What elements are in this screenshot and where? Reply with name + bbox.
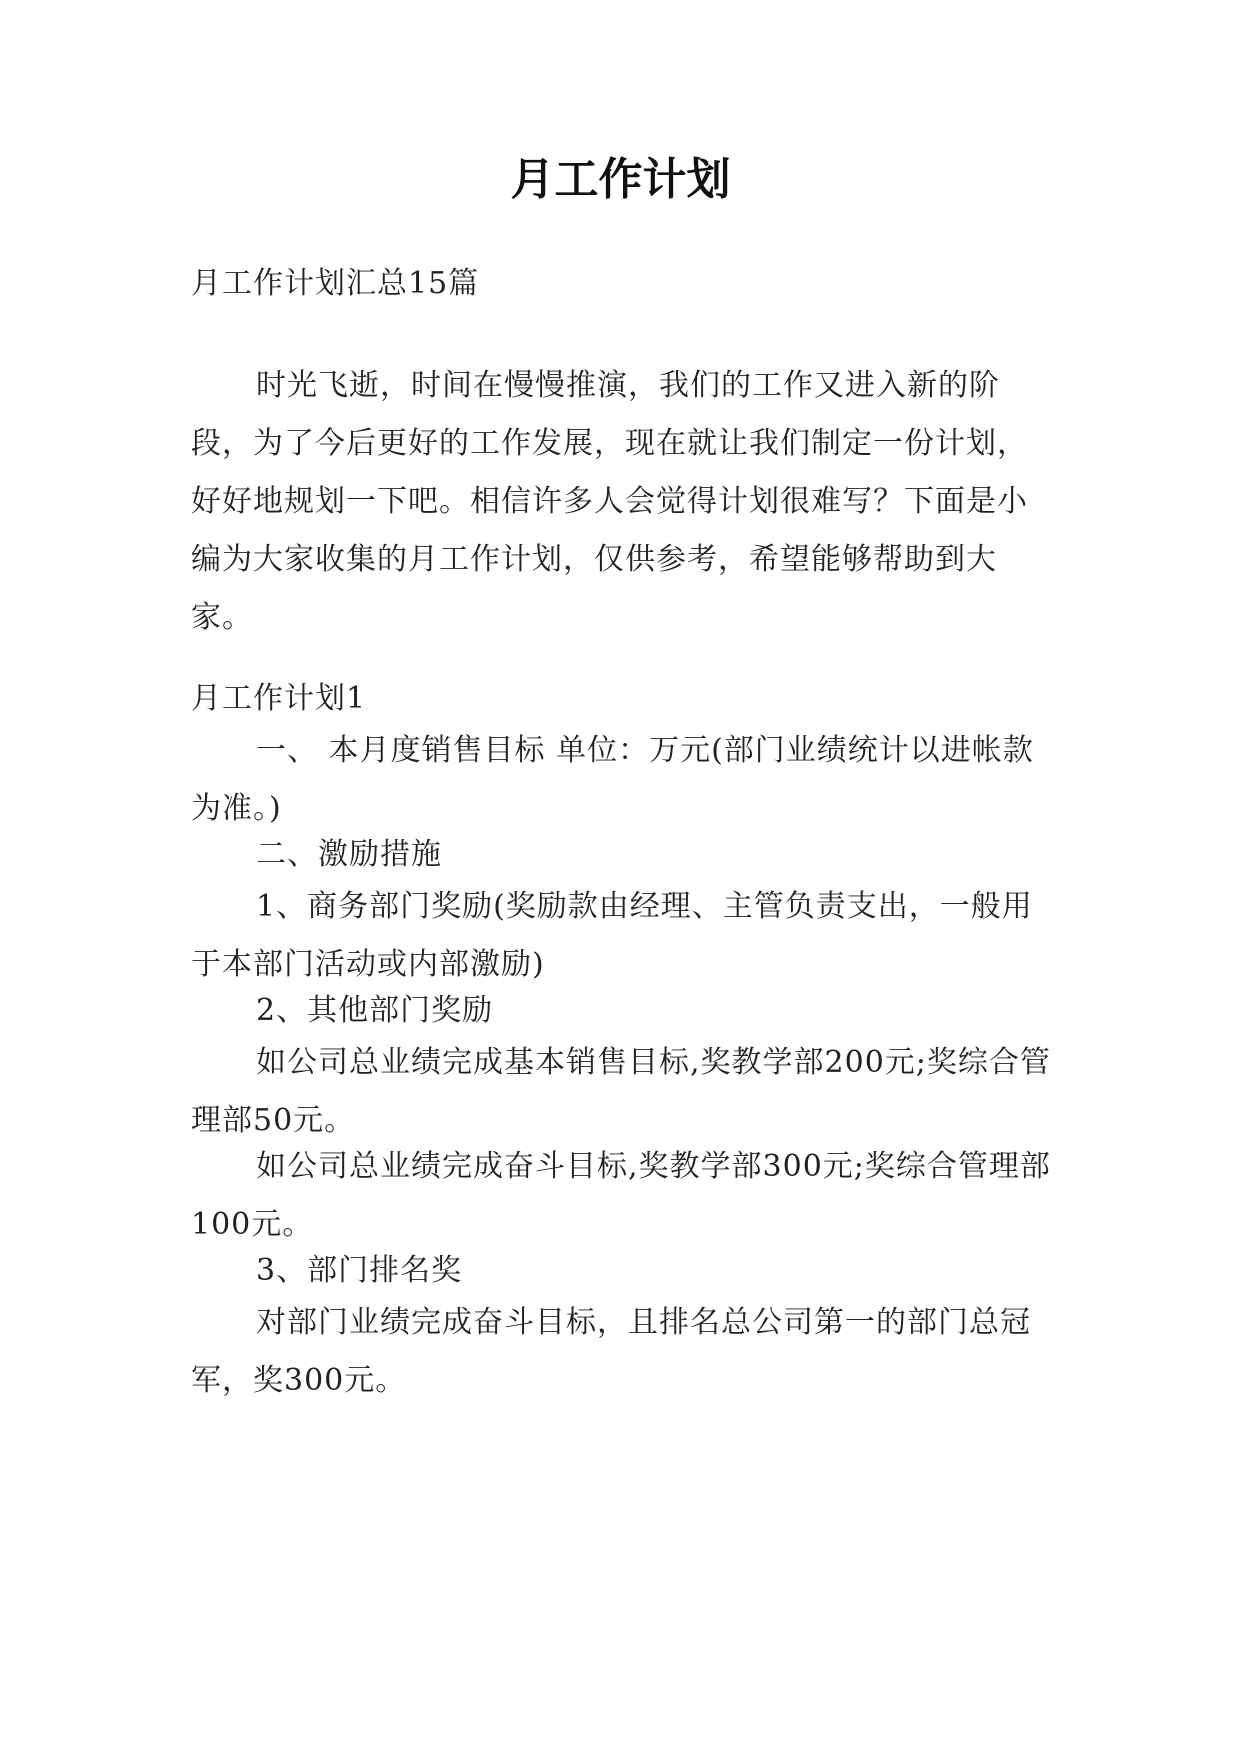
paragraph-ranking-heading: 3、部门排名奖 [256, 1253, 463, 1288]
paragraph-incentives-heading: 二、激励措施 [256, 837, 442, 872]
section-heading: 月工作计划1 [191, 681, 367, 716]
paragraph-other-reward-heading: 2、其他部门奖励 [256, 993, 494, 1028]
document-title: 月工作计划 [510, 154, 731, 205]
document-subtitle: 月工作计划汇总15篇 [191, 266, 480, 301]
paragraph-ranking-reward: 对部门业绩完成奋斗目标，且排名总公司第一的部门总冠军，奖300元。 [191, 1305, 1031, 1398]
paragraph-business-reward: 1、商务部门奖励(奖励款由经理、主管负责支出，一般用于本部门活动或内部激励) [191, 889, 1033, 982]
paragraph-basic-target-reward: 如公司总业绩完成基本销售目标,奖教学部200元;奖综合管理部50元。 [191, 1045, 1051, 1138]
intro-paragraph: 时光飞逝，时间在慢慢推演，我们的工作又进入新的阶段，为了今后更好的工作发展，现在就让我们制定一份计划，好好地规划一下吧。相信许多人会觉得计划很难写？下面是小编为大家收集的月工作计划，仅供参考，希望能够帮助到大家。 [191, 368, 1028, 635]
paragraph-stretch-target-reward: 如公司总业绩完成奋斗目标,奖教学部300元;奖综合管理部100元。 [191, 1149, 1051, 1242]
paragraph-sales-target: 一、 本月度销售目标 单位：万元(部门业绩统计以进帐款为准。) [191, 733, 1034, 826]
